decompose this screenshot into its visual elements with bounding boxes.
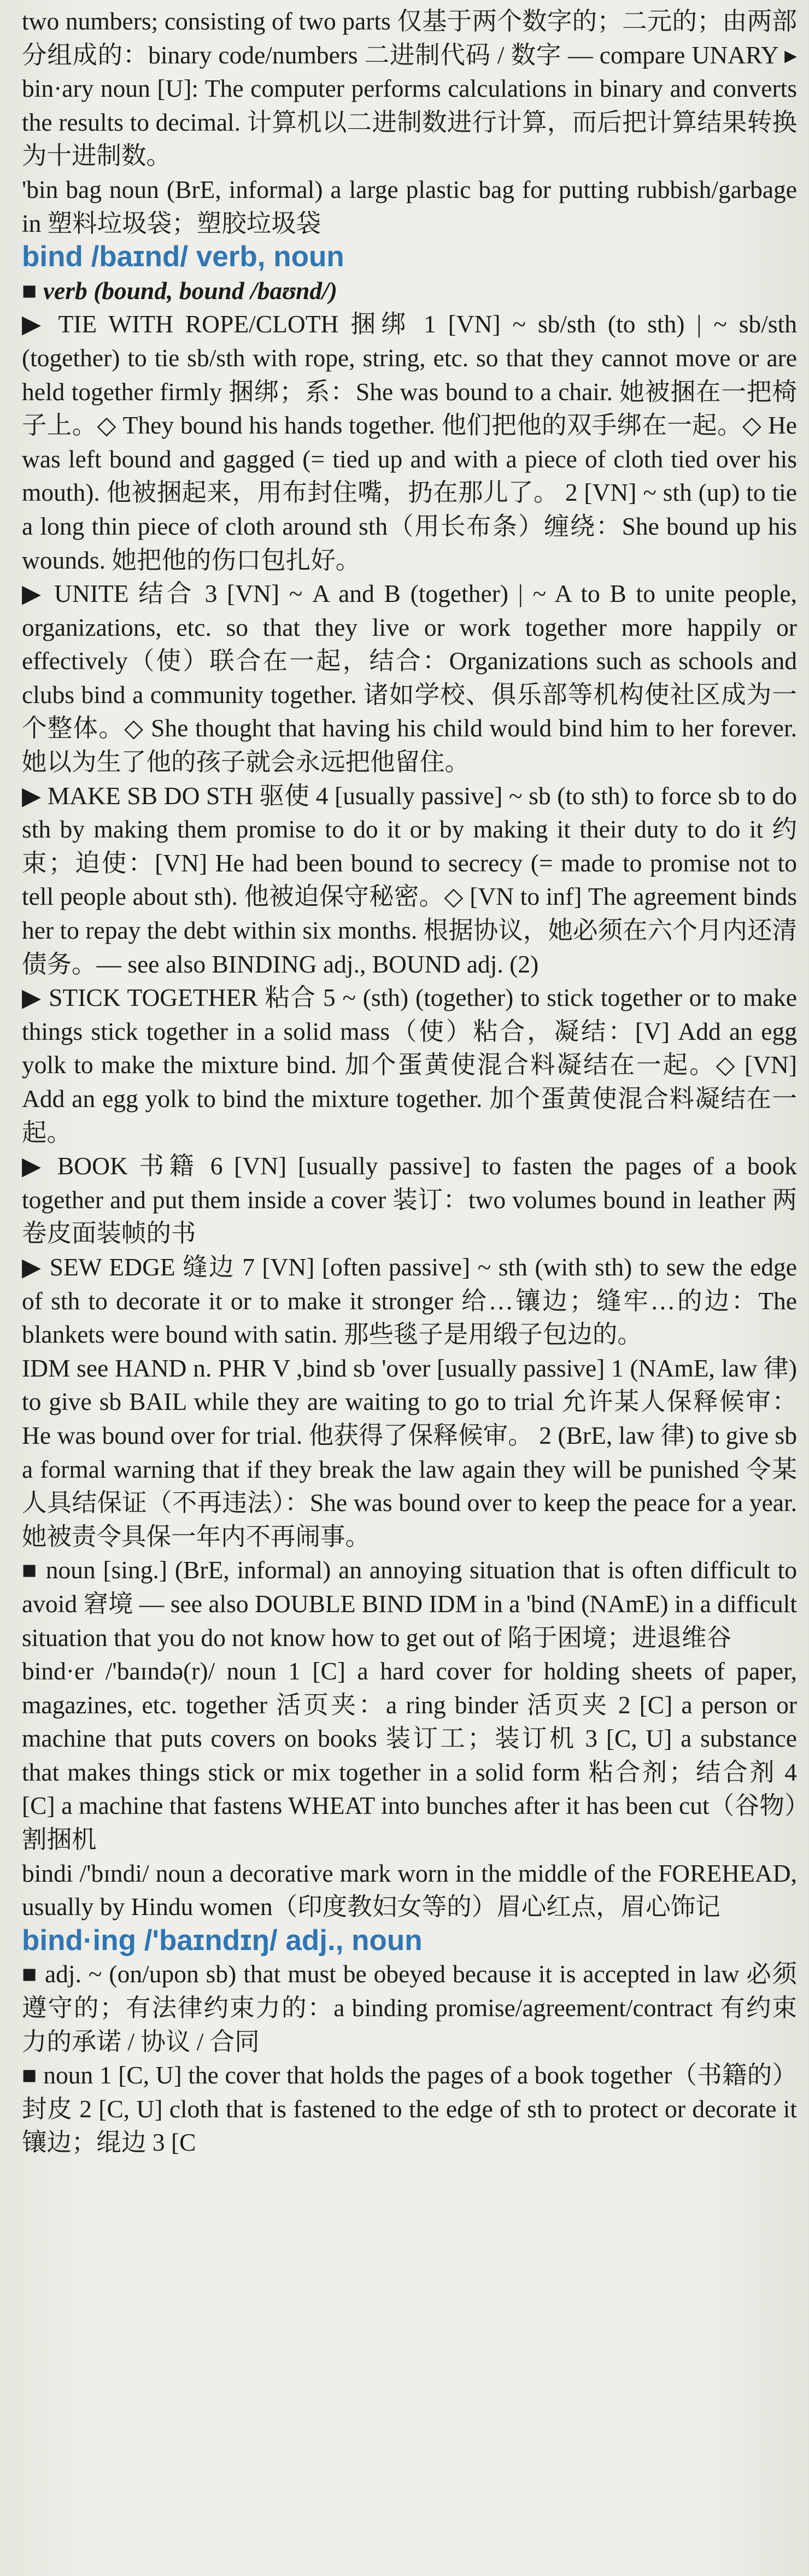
paragraph-text: ▶ STICK TOGETHER 粘合 5 ~ (sth) (together) to stick together or to make things stick together in a solid mass（使）粘合，凝结：[V] Add an egg yolk to make the mixture bind. 加个蛋黄使混合料凝结在一起。◇ [VN] Add an egg yolk to bind the mixture together. 加个蛋黄使混合料凝结在一起。 <box>22 983 797 1146</box>
entry-bind-headword <box>22 240 797 274</box>
entry-binding-headword <box>22 1924 797 1958</box>
bind-sense-unite <box>22 577 797 779</box>
paragraph-text: bindi /'bɪndi/ noun a decorative mark worn in the middle of the FOREHEAD, usually by Hindu women（印度教妇女等的）眉心红点，眉心饰记 <box>22 1859 797 1921</box>
bind-sense-tie <box>22 307 797 577</box>
bind-verb-forms <box>22 274 797 308</box>
paragraph-text: 'bin bag noun (BrE, informal) a large plastic bag for putting rubbish/garbage in 塑料垃圾袋；塑胶垃圾袋 <box>22 175 797 237</box>
binding-adj-sense <box>22 1957 797 2058</box>
paragraph-text: ▶ TIE WITH ROPE/CLOTH 捆绑 1 [VN] ~ sb/sth (to sth) | ~ sb/sth (together) to tie sb/sth with rope, string, etc. so that they cannot move or are held together firmly 捆绑；系：She was bound to a chair. 她被捆在一把椅子上。◇ They bound his hands together. 他们把他的双手绑在一起。◇ He was left bound and gagged (= tied up and with a piece of cloth tied over his mouth). 他被捆起来，用布封住嘴，扔在那儿了。 2 [VN] ~ sth (up) to tie a long thin piece of cloth around sth（用长布条）缠绕：She bound up his wounds. 她把他的伤口包扎好。 <box>22 310 797 574</box>
entry-bin-bag <box>22 173 797 240</box>
paragraph-text: ▶ BOOK 书籍 6 [VN] [usually passive] to fasten the pages of a book together and put them inside a cover 装订：two volumes bound in leather 两卷皮面装帧的书 <box>22 1152 797 1248</box>
paragraph-text: bind·er /'baɪndə(r)/ noun 1 [C] a hard cover for holding sheets of paper, magazines, etc. together 活页夹：a ring binder 活页夹 2 [C] a person or machine that puts covers on books 装订工；装订机 3 [C, U] a substance that makes things stick or mix together in a solid form 粘合剂；结合剂 4 [C] a machine that fastens WHEAT into bunches after it has been cut（谷物）割捆机 <box>22 1657 797 1854</box>
bind-idiom-phrasal-verb <box>22 1351 797 1554</box>
paragraph-text: ■ noun [sing.] (BrE, informal) an annoying situation that is often difficult to avoid 窘境 — see also DOUBLE BIND IDM in a 'bind (NAmE) in a difficult situation that you do not know how to get out of 陷于困境；进退维谷 <box>22 1556 797 1652</box>
binding-noun-sense <box>22 2058 797 2159</box>
paragraph-text: ■ adj. ~ (on/upon sb) that must be obeyed because it is accepted in law 必须遵守的；有法律约束力的：a binding promise/agreement/contract 有约束力的承诺 / 协议 / 合同 <box>22 1960 797 2056</box>
paragraph-text: two numbers; consisting of two parts 仅基于两个数字的；二元的；由两部分组成的：binary code/numbers 二进制代码 / 数字 — compare UNARY ▸ bin·ary noun [U]: The computer performs calculations in binary and converts the results to decimal. 计算机以二进制数进行计算，而后把计算结果转换为十进制数。 <box>22 7 797 170</box>
bind-sense-stick <box>22 981 797 1149</box>
paragraph-text: ■ verb (bound, bound /baʊnd/) <box>22 276 337 305</box>
bind-noun-sense <box>22 1553 797 1654</box>
entry-binder <box>22 1654 797 1857</box>
paragraph-text: ▶ MAKE SB DO STH 驱使 4 [usually passive] ~ sb (to sth) to force sb to do sth by making them promise to do it or by making it their duty to do it 约束；迫使：[VN] He had been bound to secrecy (= made to promise not to tell people about sth). 他被迫保守秘密。◇ [VN to inf] The agreement binds her to repay the debt within six months. 根据协议，她必须在六个月内还清债务。— see also BINDING adj., BOUND adj. (2) <box>22 781 797 978</box>
headword-text: bind /baɪnd/ verb, noun <box>22 241 344 273</box>
headword-text: bind·ing /'baɪndɪŋ/ adj., noun <box>22 1924 423 1957</box>
paragraph-text: ■ noun 1 [C, U] the cover that holds the pages of a book together（书籍的）封皮 2 [C, U] cloth that is fastened to the edge of sth to protect or decorate it 镶边；绲边 3 [C <box>22 2061 797 2157</box>
entry-binary-continuation <box>22 4 797 173</box>
bind-sense-sew <box>22 1250 797 1351</box>
paragraph-text: IDM see HAND n. PHR V ,bind sb 'over [usually passive] 1 (NAmE, law 律) to give sb BAIL while they are waiting to go to trial 允许某人保释候审：He was bound over for trial. 他获得了保释候审。 2 (BrE, law 律) to give sb a formal warning that if they break the law again they will be punished 令某人具结保证（不再违法）：She was bound over to keep the peace for a year. 她被责令具保一年内不再闹事。 <box>22 1354 797 1550</box>
paragraph-text: ▶ SEW EDGE 缝边 7 [VN] [often passive] ~ sth (with sth) to sew the edge of sth to decorate it or to make it stronger 给…镶边；缝牢…的边：The blankets were bound with satin. 那些毯子是用缎子包边的。 <box>22 1252 797 1349</box>
bind-sense-make-do <box>22 779 797 981</box>
bind-sense-book <box>22 1149 797 1250</box>
paragraph-text: ▶ UNITE 结合 3 [VN] ~ A and B (together) | ~ A to B to unite people, organizations, etc. so that they live or work together more happily or effectively（使）联合在一起，结合：Organizations such as schools and clubs bind a community together. 诸如学校、俱乐部等机构使社区成为一个整体。◇ She thought that having his child would bind him to her forever. 她以为生了他的孩子就会永远把他留住。 <box>22 579 797 776</box>
entry-bindi <box>22 1857 797 1924</box>
